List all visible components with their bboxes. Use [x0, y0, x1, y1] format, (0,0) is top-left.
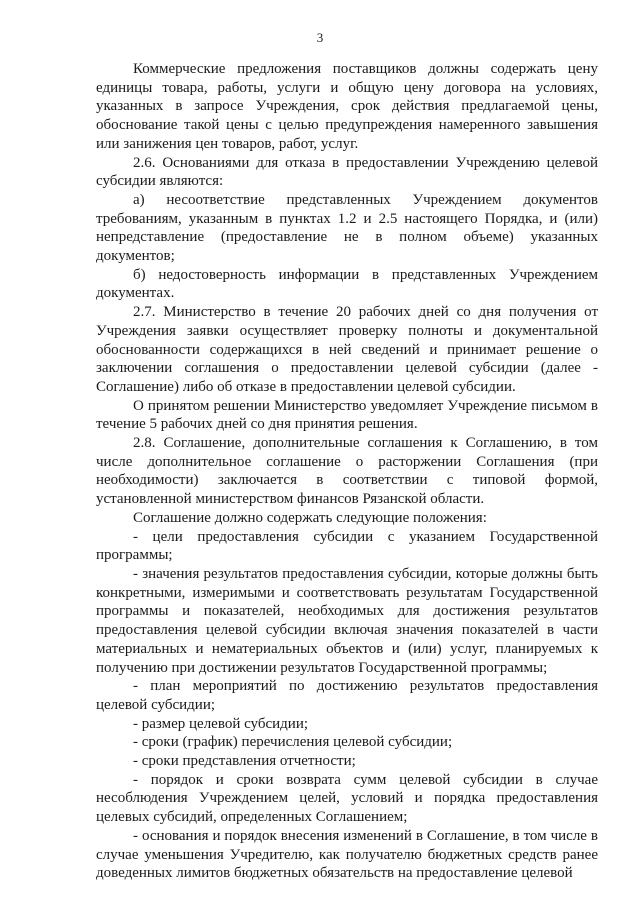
list-item-amendment-grounds: - основания и порядок внесения изменений в Соглашение, в том числе в случае уменьшения Учредителю, как получателю бюджетных средств ранее доведенных лимитов бюджетных обязательств на предоставление целевой: [96, 827, 598, 882]
paragraph-2-7: 2.7. Министерство в течение 20 рабочих дней со дня получения от Учреждения заявки осуществляет проверку полноты и документальной обоснованности содержащихся в ней сведений и принимает решение о заключении соглашения о предоставлении целевой субсидии (далее - Соглашение) либо об отказе в предоставлении целевой субсидии.: [96, 304, 598, 395]
paragraph-commercial-offers: Коммерческие предложения поставщиков должны содержать цену единицы товара, работы, услуги и общую цену договора на условиях, указанных в запросе Учреждения, срок действия предлагаемой цены, обоснование такой цены с целью предупреждения намеренного завышения или занижения цен товаров, работ, услуг.: [96, 61, 598, 152]
paragraph-2-6-b: б) недостоверность информации в представленных Учреждением документах.: [96, 266, 598, 302]
list-item-goals: - цели предоставления субсидии с указанием Государственной программы;: [96, 528, 598, 564]
page-number: 3: [316, 30, 324, 45]
paragraph-2-6: 2.6. Основаниями для отказа в предоставлении Учреждению целевой субсидии являются:: [96, 154, 598, 190]
document-body: [96, 60, 598, 883]
list-item-action-plan: - план мероприятий по достижению результатов предоставления целевой субсидии;: [96, 678, 598, 713]
paragraph-2-8: 2.8. Соглашение, дополнительные соглашения к Соглашению, в том числе дополнительное соглашение о расторжении Соглашения (при необходимости) заключается в соответствии с типовой формой, установленной министерством финансов Рязанской области.: [96, 435, 598, 508]
list-item-subsidy-amount: - размер целевой субсидии;: [133, 715, 309, 732]
list-item-result-values: - значения результатов предоставления субсидии, которые должны быть конкретными, измеримыми и соответствовать результатам Государственной программы и показателей, необходимых для достижения результатов предоставления целевой субсидии включая значения показателей в части материальных и нематериальных объектов и (или) услуг, планируемых к получению при достижении результатов Государственной программы;: [96, 565, 598, 676]
paragraph-decision-notice: О принятом решении Министерство уведомляет Учреждение письмом в течение 5 рабочих дней со дня принятия решения.: [96, 397, 598, 433]
paragraph-2-6-a: а) несоответствие представленных Учреждением документов требованиям, указанным в пунктах 1.2 и 2.5 настоящего Порядка, и (или) непредставление (предоставление не в полном объеме) указанных документов;: [96, 191, 598, 265]
list-item-reporting-terms: - сроки представления отчетности;: [133, 753, 356, 770]
list-item-transfer-schedule: - сроки (график) перечисления целевой субсидии;: [133, 734, 453, 751]
paragraph-agreement-provisions: Соглашение должно содержать следующие положения:: [133, 509, 487, 526]
list-item-refund-procedure: - порядок и сроки возврата сумм целевой субсидии в случае несоблюдения Учреждением целей, условий и порядка предоставления целевых субсидий, определенных Соглашением;: [96, 771, 598, 826]
